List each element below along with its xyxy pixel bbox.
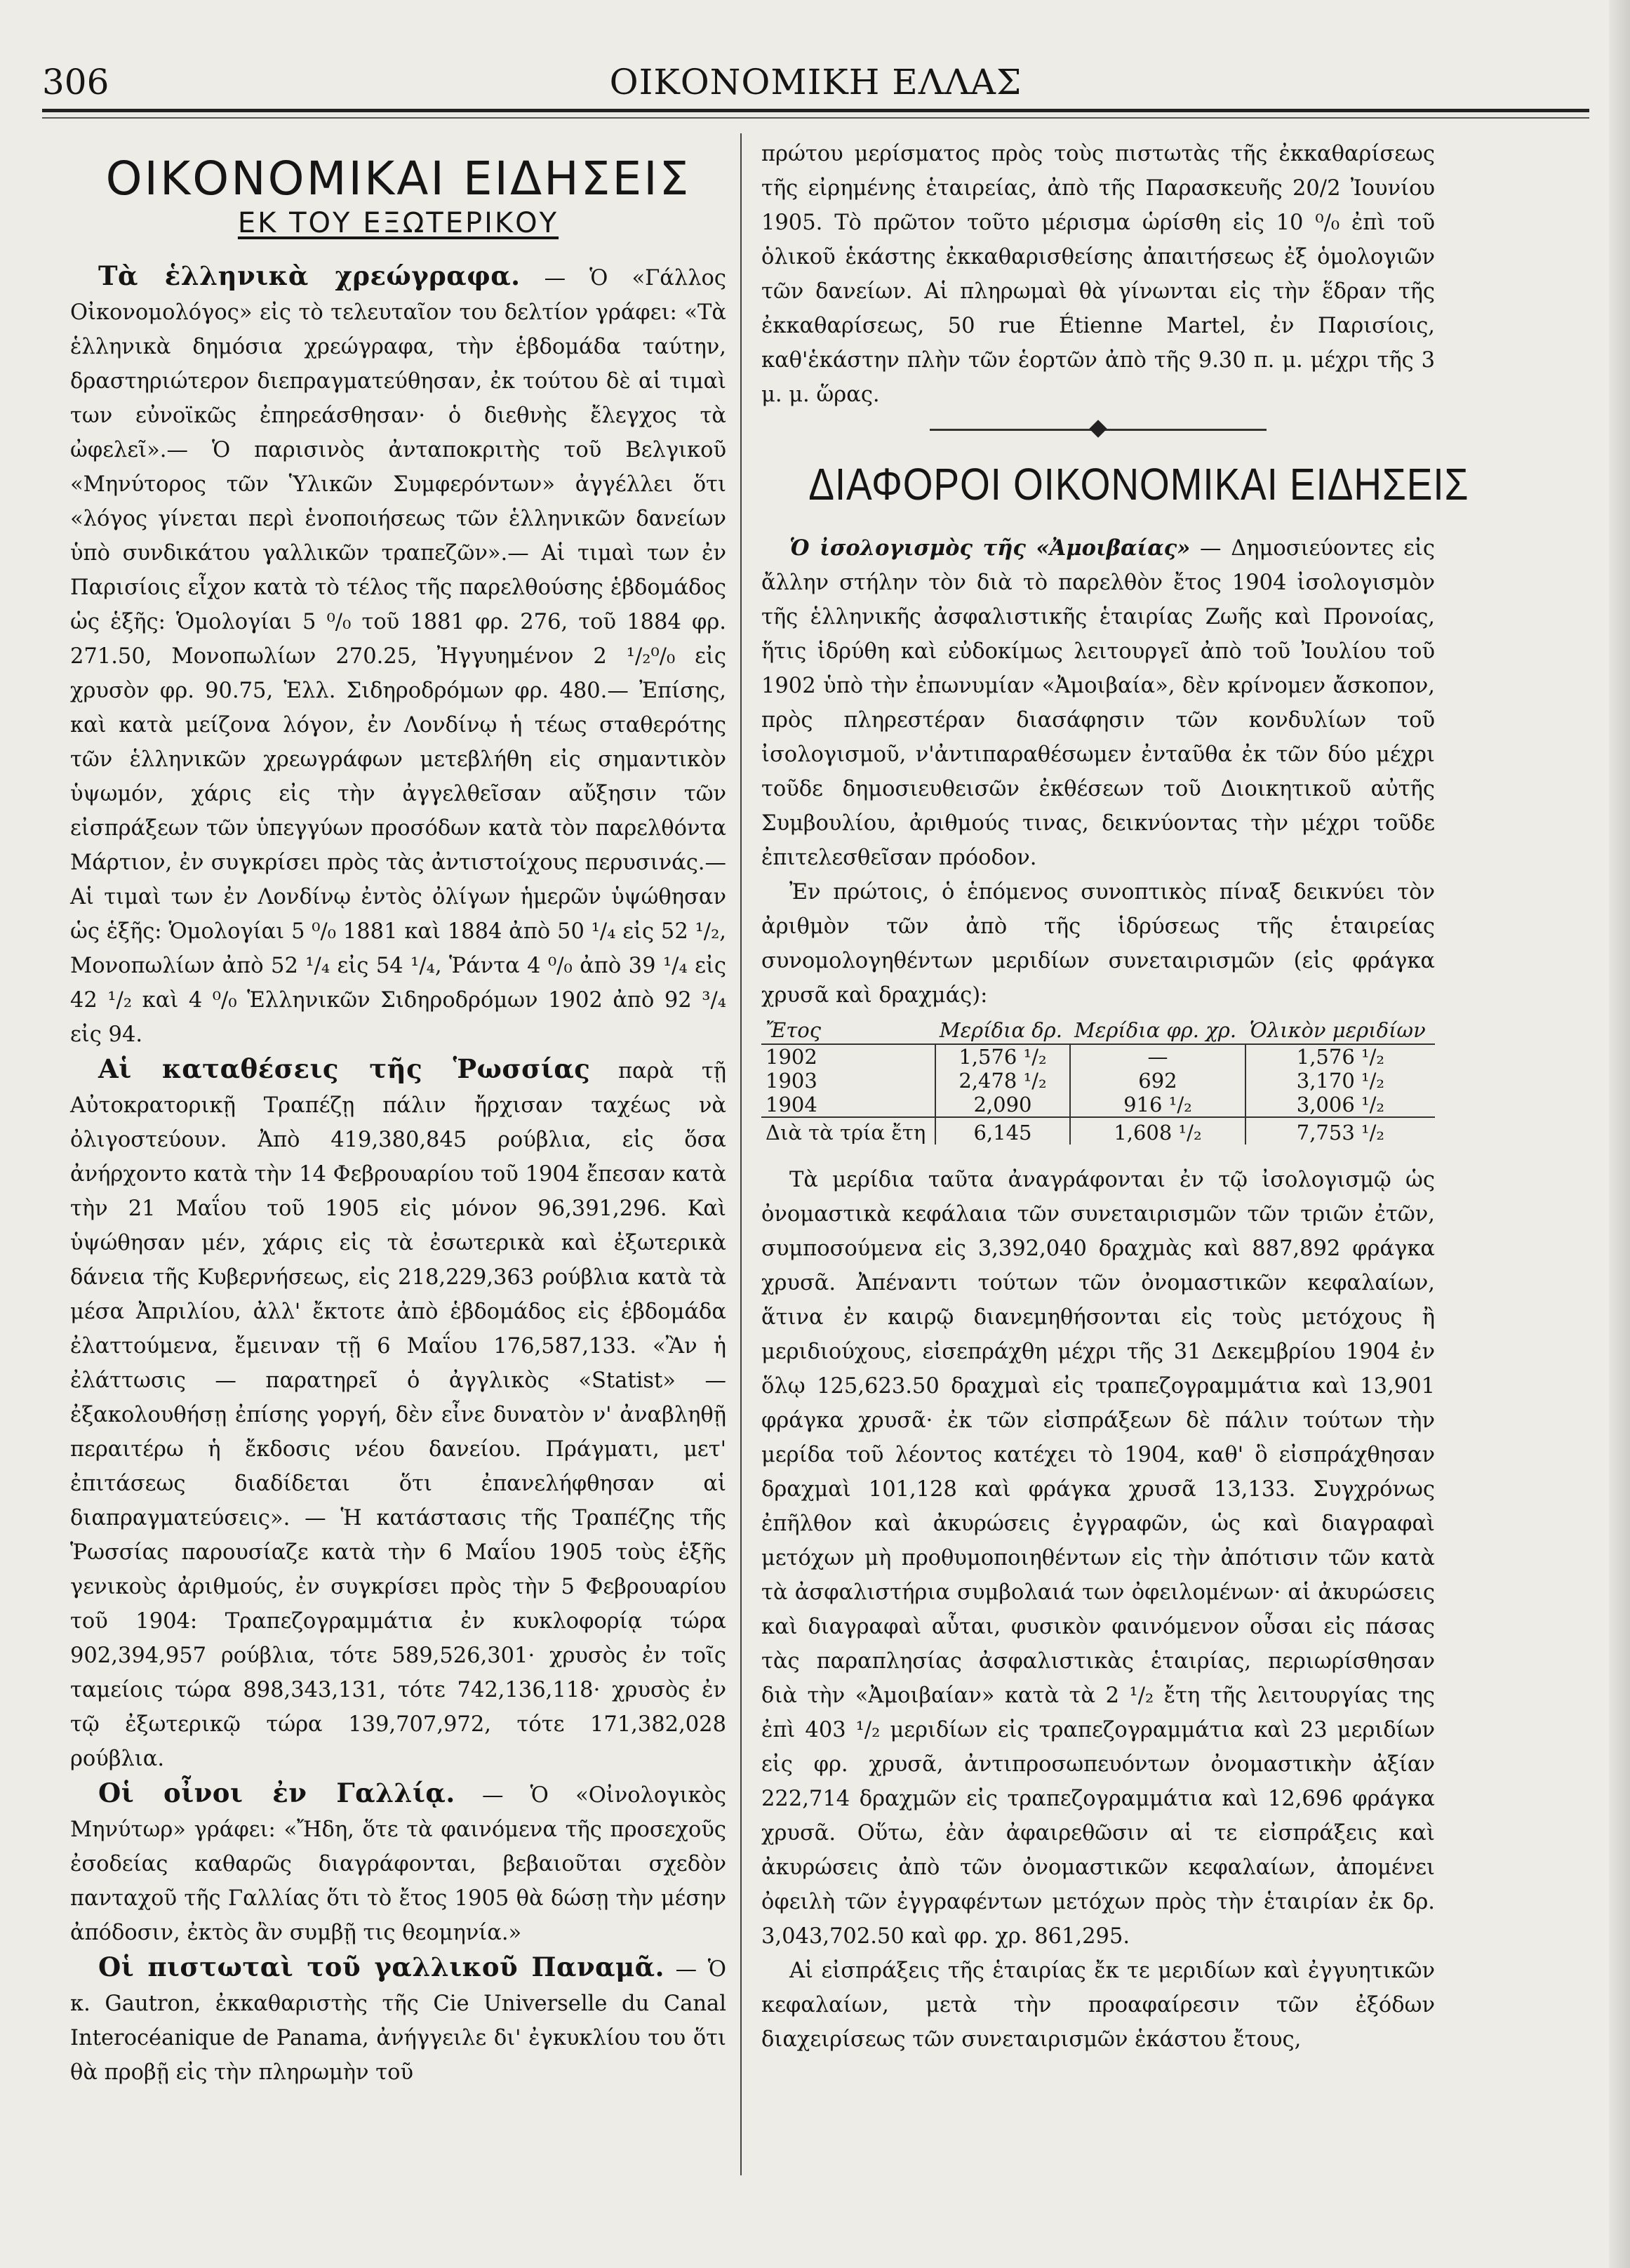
page-edge-shadow — [1609, 0, 1630, 2268]
ornament-divider — [761, 416, 1435, 444]
column-divider — [740, 133, 742, 2175]
table-cell: 3,170 ¹/₂ — [1245, 1069, 1435, 1093]
header-double-rule — [42, 117, 1589, 119]
table-cell: 1904 — [766, 1093, 817, 1116]
table-row — [761, 1044, 1435, 1069]
article-body: — Ὁ «Γάλλος Οἰκονομολόγος» εἰς τὸ τελευταῖον του δελτίον γράφει: «Τὰ ἑλληνικὰ δημόσια χρεώγραφα, τὴν ἑβδομάδα ταύτην, δραστηριώτερον διεπραγματεύθησαν, ἐκ τούτου δὲ αἱ τιμαὶ των εὐνοϊκῶς ἐπηρεάσθησαν· ὁ διεθνὴς ἔλεγχος τὰ ὠφελεῖ».— Ὁ παρισινὸς ἀνταποκριτὴς τοῦ Βελγικοῦ «Μηνύτορος τῶν Ὑλικῶν Συμφερόντων» ἀγγέλλει ὅτι «λόγος γίνεται περὶ ἑνοποιήσεως τῶν ἑλληνικῶν δανείων ὑπὸ συνδικάτου γαλλικῶν τραπεζῶν».— Αἱ τιμαὶ των ἐν Παρισίοις εἶχον κατὰ τὸ τέλος τῆς παρελθούσης ἑβδομάδος ὡς ἑξῆς: Ὁμολογίαι 5 ⁰/₀ τοῦ 1881 φρ. 276, τοῦ 1884 φρ. 271.50, Μονοπωλίων 270.25, Ἠγγυημένον 2 ¹/₂⁰/₀ εἰς χρυσὸν φρ. 90.75, Ἑλλ. Σιδηροδρόμων φρ. 480.— Ἐπίσης, καὶ κατὰ μείζονα λόγον, ἐν Λονδίνῳ ἡ τέως σταθερότης τῶν ἑλληνικῶν χρεωγράφων μετεβλήθη εἰς σημαντικὸν ὑψωμόν, χάρις εἰς τὴν ἀγγελθεῖσαν αὔξησιν τῶν εἰσπράξεων τῶν ὑπεγγύων προσόδων κατὰ τὸν παρελθόντα Μάρτιον, ἐν συγκρίσει πρὸς τὰς ἀντιστοίχους περυσινάς.— Αἱ τιμαὶ των ἐν Λονδίνῳ ἐντὸς ὀλίγων ἡμερῶν ὑψώθησαν ὡς ἑξῆς: Ὁμολογίαι 5 ⁰/₀ 1881 καὶ 1884 ἀπὸ 50 ¹/₄ εἰς 52 ¹/₂, Μονοπωλίων ἀπὸ 52 ¹/₄ εἰς 54 ¹/₄, Ῥάντα 4 ⁰/₀ ἀπὸ 39 ¹/₄ εἰς 42 ¹/₂ καὶ 4 ⁰/₀ Ἑλληνικῶν Σιδηροδρόμων 1902 ἀπὸ 92 ³/₄ εἰς 94. — [70, 266, 726, 1047]
table-total-row — [761, 1117, 1435, 1145]
article-rubric: Τὰ ἑλληνικὰ χρεώγραφα. — [98, 260, 521, 291]
article-paragraph: Αἱ εἰσπράξεις τῆς ἑταιρίας ἔκ τε μεριδίων καὶ ἐγγυητικῶν κεφαλαίων, μετὰ τὴν προαφαίρεσιν τῶν ἐξόδων διαχειρίσεως τῶν συνεταιρισμῶν ἑκάστου ἔτους, — [761, 1959, 1435, 2052]
shares-table — [761, 1018, 1435, 1145]
table-cell: 916 ¹/₂ — [1070, 1093, 1245, 1117]
article-amoivaia-balance — [761, 531, 1435, 875]
running-head — [42, 56, 1589, 112]
table-row — [761, 1093, 1435, 1117]
article-russian-deposits — [70, 1052, 726, 1776]
table-cell: 1,608 ¹/₂ — [1070, 1117, 1245, 1145]
section-subtitle: ΕΚ ΤΟΥ ΕΞΩΤΕΡΙΚΟΥ — [237, 207, 559, 239]
article-wines-france — [70, 1776, 726, 1950]
section-title-foreign-news: ΟΙΚΟΝΟΜΙΚΑΙ ΕΙΔΗΣΕΙΣ — [105, 152, 691, 206]
table-cell: 1,576 ¹/₂ — [935, 1044, 1070, 1069]
journal-title: ΟΙΚΟΝΟΜΙΚΗ ΕΛΛΑΣ — [609, 62, 1022, 102]
table-cell: 1,576 ¹/₂ — [1245, 1044, 1435, 1069]
diamond-ornament-icon — [1089, 420, 1107, 437]
table-cell: Διὰ τὰ τρία ἔτη — [761, 1117, 935, 1145]
column-header: Μερίδια φρ. χρ. — [1070, 1018, 1245, 1044]
right-column — [761, 137, 1469, 2057]
table-header-row — [761, 1018, 1435, 1044]
article-paragraph: Ἐν πρώτοις, ὁ ἑπόμενος συνοπτικὸς πίναξ δεικνύει τὸν ἀριθμὸν τῶν ἀπὸ τῆς ἱδρύσεως τῆς ἑταιρείας συνομολογηθέντων μεριδίων συνεταιρισμῶν (εἰς φράγκα χρυσᾶ καὶ δραχμάς): — [761, 880, 1435, 1008]
table-row — [761, 1069, 1435, 1093]
left-column — [70, 137, 726, 2090]
article-rubric: Οἱ οἶνοι ἐν Γαλλίᾳ. — [98, 1777, 455, 1808]
article-panama-continued: πρώτου μερίσματος πρὸς τοὺς πιστωτὰς τῆς ἐκκαθαρίσεως τῆς εἰρημένης ἑταιρείας, ἀπὸ τῆς Παρασκευῆς 20/2 Ἰουνίου 1905. Τὸ πρῶτον τοῦτο μέρισμα ὡρίσθη εἰς 10 ⁰/₀ ἐπὶ τοῦ ὁλικοῦ ἑκάστης ἐκκαθαρισθείσης ἀπαιτήσεως ἐξ ὁμολογιῶν τῶν δανείων. Αἱ πληρωμαὶ θὰ γίνωνται εἰς τὴν ἕδραν τῆς ἐκκαθαρίσεως, 50 rue Étienne Martel, ἐν Παρισίοις, καθ'ἑκάστην πλὴν τῶν ἑορτῶν ἀπὸ τῆς 9.30 π. μ. μέχρι τῆς 3 μ. μ. ὥρας. — [761, 142, 1435, 407]
section-title-various-news: ΔΙΑΦΟΡΟΙ ΟΙΚΟΝΟΜΙΚΑΙ ΕΙΔΗΣΕΙΣ — [808, 459, 1469, 509]
article-body: παρὰ τῇ Αὐτοκρατορικῇ Τραπέζῃ πάλιν ἤρχισαν ταχέως νὰ ὀλιγοστεύουν. Ἀπὸ 419,380,845 ρούβλια, εἰς ὅσα ἀνήρχοντο κατὰ τὴν 14 Φεβρουαρίου τοῦ 1904 ἔπεσαν κατὰ τὴν 21 Μαΐου τοῦ 1905 εἰς μόνον 96,391,296. Καὶ ὑψώθησαν μέν, χάρις εἰς τὰ ἐσωτερικὰ καὶ ἐξωτερικὰ δάνεια τῆς Κυβερνήσεως, εἰς 218,229,363 ρούβλια κατὰ τὰ μέσα Ἀπριλίου, ἀλλ' ἔκτοτε ἀπὸ ἑβδομάδος εἰς ἑβδομάδα ἐλαττούμενα, ἔμειναν τῇ 6 Μαΐου 176,587,133. «Ἂν ἡ ἐλάττωσις — παρατηρεῖ ὁ ἀγγλικὸς «Statist» — ἐξακολουθήσῃ ἐπίσης γοργή, δὲν εἶνε δυνατὸν ν' ἀναβληθῇ περαιτέρω ἡ ἔκδοσις νέου δανείου. Πράγματι, μετ' ἐπιτάσεως διαδίδεται ὅτι ἐπανελήφθησαν αἱ διαπραγματεύσεις». — Ἡ κατάστασις τῆς Τραπέζης τῆς Ῥωσσίας παρουσίαζε κατὰ τὴν 6 Μαΐου 1905 τοὺς ἑξῆς γενικοὺς ἀριθμούς, ἐν συγκρίσει πρὸς τὴν 5 Φεβρουαρίου τοῦ 1904: Τραπεζογραμμάτια ἐν κυκλοφορίᾳ τώρα 902,394,957 ρούβλια, τότε 589,526,301· χρυσὸς ἐν τοῖς ταμείοις τώρα 898,343,131, τότε 742,136,118· χρυσὸς ἐν τῷ ἐξωτερικῷ τώρα 139,707,972, τότε 171,382,028 ρούβλια. — [70, 1059, 726, 1771]
table-cell: 1903 — [766, 1069, 817, 1093]
table-cell: 692 — [1070, 1069, 1245, 1093]
table-cell: 2,090 — [935, 1093, 1070, 1117]
table-cell: 7,753 ¹/₂ — [1245, 1117, 1435, 1145]
column-header: Ὁλικὸν μεριδίων — [1245, 1018, 1435, 1044]
article-greek-securities — [70, 259, 726, 1052]
article-rubric: Οἱ πιστωταὶ τοῦ γαλλικοῦ Παναμᾶ. — [98, 1952, 665, 1982]
article-rubric: Αἱ καταθέσεις τῆς Ῥωσσίας — [98, 1053, 591, 1084]
table-cell: 2,478 ¹/₂ — [935, 1069, 1070, 1093]
article-rubric: Ὁ ἰσολογισμὸς τῆς «Ἀμοιβαίας» — [789, 535, 1191, 561]
article-panama-creditors — [70, 1950, 726, 2090]
table-cell: 6,145 — [935, 1117, 1070, 1145]
article-body: — Ὁ «Οἰνολογικὸς Μηνύτωρ» γράφει: «Ἤδη, ὅτε τὰ φαινόμενα τῆς προσεχοῦς ἐσοδείας καθαρῶς διαγράφονται, βεβαιοῦται σχεδὸν πανταχοῦ τῆς Γαλλίας ὅτι τὸ ἔτος 1905 θὰ δώσῃ τὴν μέσην ἀπόδοσιν, ἐκτὸς ἂν συμβῇ τις θεομηνία.» — [70, 1783, 726, 1945]
table-cell: 1902 — [766, 1045, 817, 1069]
article-body: — Δημοσιεύοντες εἰς ἄλλην στήλην τὸν διὰ τὸ παρελθὸν ἔτος 1904 ἰσολογισμὸν τῆς ἑλληνικῆς ἀσφαλιστικῆς ἑταιρίας Ζωῆς καὶ Προνοίας, ἥτις ἱδρύθη καὶ εὐδοκίμως λειτουργεῖ ἀπὸ τοῦ Ἰουλίου τοῦ 1902 ὑπὸ τὴν ἐπωνυμίαν «Ἀμοιβαία», δὲν κρίνομεν ἄσκοπον, πρὸς πληρεστέραν διασάφησιν τῶν κονδυλίων τοῦ ἰσολογισμοῦ, ν'ἀντιπαραθέσωμεν ἐνταῦθα ἐκ τῶν δύο μέχρι τοῦδε δημοσιευθεισῶν ἐκθέσεων τοῦ Διοικητικοῦ αὐτῆς Συμβουλίου, ἀριθμούς τινας, δεικνύοντας τὴν μέχρι τοῦδε ἐπιτελεσθεῖσαν πρόοδον. — [761, 536, 1436, 870]
article-body: — Ὁ κ. Gautron, ἐκκαθαριστὴς τῆς Cie Universelle du Canal Interocéanique de Panama, ἀνήγγειλε δι' ἐγκυκλίου του ὅτι θὰ προβῇ εἰς τὴν πληρωμὴν τοῦ — [70, 1957, 727, 2085]
page-number: 306 — [42, 62, 109, 102]
column-header: Μερίδια δρ. — [935, 1018, 1070, 1044]
article-paragraph: Τὰ μερίδια ταῦτα ἀναγράφονται ἐν τῷ ἰσολογισμῷ ὡς ὀνομαστικὰ κεφάλαια τῶν συνεταιρισμῶν τῶν τριῶν ἐτῶν, συμποσούμενα εἰς 3,392,040 δραχμὰς καὶ 887,892 φράγκα χρυσᾶ. Ἀπέναντι τούτων τῶν ὀνομαστικῶν κεφαλαίων, ἅτινα ἐν καιρῷ διανεμηθήσονται εἰς τοὺς μετόχους ἢ μεριδιούχους, εἰσεπράχθη μέχρι τῆς 31 Δεκεμβρίου 1904 ἐν ὅλῳ 125,623.50 δραχμαὶ εἰς τραπεζογραμμάτια καὶ 13,901 φράγκα χρυσᾶ· ἐκ τῶν εἰσπράξεων δὲ πάλιν τούτων τὴν μερίδα τοῦ λέοντος κατέχει τὸ 1904, καθ' ὃ εἰσπράχθησαν δραχμαὶ 101,128 καὶ φράγκα χρυσᾶ 13,133. Συγχρόνως ἐπῆλθον καὶ ἀκυρώσεις ἐγγραφῶν, ὡς καὶ διαγραφαὶ μετόχων μὴ προθυμοποιηθέντων εἰς τὴν ἀπότισιν τῶν κατὰ τὰ ἀσφαλιστήρια συμβολαιά των ὀφειλομένων· αἱ ἀκυρώσεις καὶ διαγραφαὶ αὗται, φυσικὸν φαινόμενον οὖσαι εἰς πάσας τὰς παραπλησίας ἀσφαλιστικὰς ἑταιρίας, περιωρίσθησαν διὰ τὴν «Ἀμοιβαίαν» κατὰ τὰ 2 ¹/₂ ἔτη τῆς λειτουργίας της ἐπὶ 403 ¹/₂ μεριδίων εἰς τραπεζογραμμάτια καὶ 23 μεριδίων εἰς φρ. χρυσᾶ, ἀντιπροσωπευόντων ὀνομαστικὴν ἀξίαν 222,714 δραχμῶν εἰς τραπεζογραμμάτια καὶ 12,696 φράγκα χρυσᾶ. Οὕτω, ἐὰν ἀφαιρεθῶσιν αἱ τε εἰσπράξεις καὶ ἀκυρώσεις ἀπὸ τῶν ὀνομαστικῶν κεφαλαίων, ἀπομένει ὀφειλὴ τῶν ἐγγραφέντων μετόχων πρὸς τὴν ἑταιρίαν ἐκ δρ. 3,043,702.50 καὶ φρ. χρ. 861,295. — [761, 1168, 1435, 1949]
table-cell: 3,006 ¹/₂ — [1245, 1093, 1435, 1117]
table-cell: — — [1070, 1044, 1245, 1069]
column-header: Ἔτος — [761, 1018, 935, 1044]
